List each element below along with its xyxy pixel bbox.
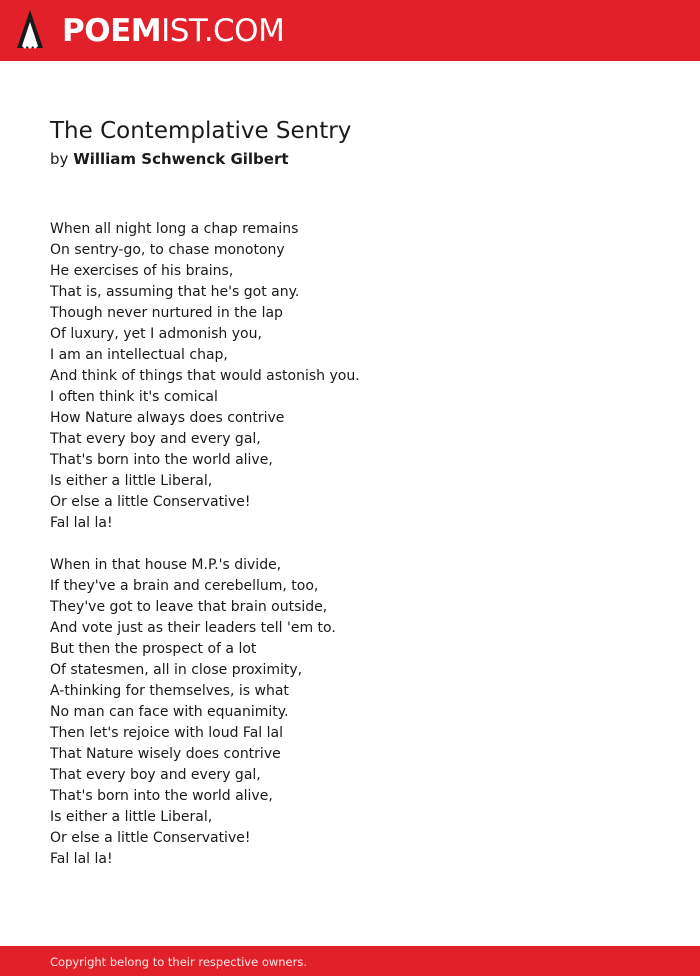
poem-line: How Nature always does contrive bbox=[50, 410, 285, 426]
logo-text-light: IST.COM bbox=[161, 13, 285, 49]
pencil-logo-icon[interactable] bbox=[17, 10, 43, 52]
byline bbox=[50, 148, 289, 170]
poem-line: I am an intellectual chap, bbox=[50, 347, 228, 363]
poem-line: A-thinking for themselves, is what bbox=[50, 683, 289, 699]
poem-line: That every boy and every gal, bbox=[50, 767, 261, 783]
by-label: by bbox=[50, 150, 69, 168]
poem-line: That's born into the world alive, bbox=[50, 788, 273, 804]
poem-line: That Nature wisely does contrive bbox=[50, 746, 281, 762]
poem-line: Of luxury, yet I admonish you, bbox=[50, 326, 262, 342]
poem-line: But then the prospect of a lot bbox=[50, 641, 257, 657]
poem-line: Of statesmen, all in close proximity, bbox=[50, 662, 303, 678]
poem-line: On sentry-go, to chase monotony bbox=[50, 242, 285, 258]
poem-line: Is either a little Liberal, bbox=[50, 809, 213, 825]
poem-line: If they've a brain and cerebellum, too, bbox=[50, 578, 319, 594]
poem-line: When all night long a chap remains bbox=[50, 221, 299, 237]
poem-line: And think of things that would astonish you. bbox=[50, 368, 360, 384]
poem-line: He exercises of his brains, bbox=[50, 263, 234, 279]
poem-line: Or else a little Conservative! bbox=[50, 494, 251, 510]
poem-line: Or else a little Conservative! bbox=[50, 830, 251, 846]
stanza bbox=[50, 555, 650, 870]
poem-line: They've got to leave that brain outside, bbox=[50, 599, 328, 615]
poem-line: Is either a little Liberal, bbox=[50, 473, 213, 489]
site-logo[interactable] bbox=[62, 12, 284, 50]
poem-line: Then let's rejoice with loud Fal lal bbox=[50, 725, 283, 741]
author-name: William Schwenck Gilbert bbox=[73, 150, 289, 168]
poem-line: That's born into the world alive, bbox=[50, 452, 273, 468]
site-footer bbox=[0, 946, 700, 976]
poem-line: That every boy and every gal, bbox=[50, 431, 261, 447]
poem-line: And vote just as their leaders tell 'em to. bbox=[50, 620, 336, 636]
poem-line: When in that house M.P.'s divide, bbox=[50, 557, 282, 573]
poem-line: I often think it's comical bbox=[50, 389, 218, 405]
poem-line: No man can face with equanimity. bbox=[50, 704, 289, 720]
site-header bbox=[0, 0, 700, 61]
poem-line: Fal lal la! bbox=[50, 515, 113, 531]
poem-line: That is, assuming that he's got any. bbox=[50, 284, 300, 300]
copyright-notice: Copyright belong to their respective owners. bbox=[50, 955, 308, 969]
poem-body bbox=[50, 219, 650, 891]
stanza bbox=[50, 219, 650, 534]
poem-title: The Contemplative Sentry bbox=[50, 118, 352, 144]
poem-line: Fal lal la! bbox=[50, 851, 113, 867]
logo-text-bold: POEM bbox=[62, 13, 162, 49]
poem-line: Though never nurtured in the lap bbox=[50, 305, 283, 321]
